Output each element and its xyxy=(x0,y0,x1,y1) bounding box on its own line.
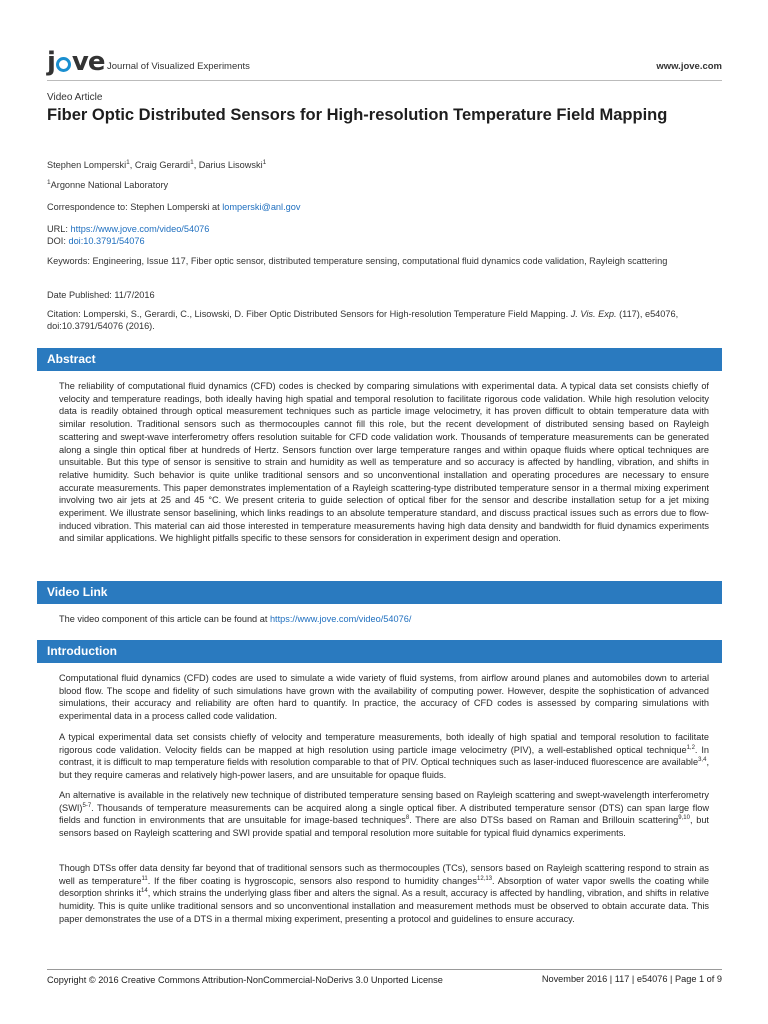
url-line xyxy=(47,223,209,235)
jove-logo[interactable] xyxy=(47,48,105,76)
logo-text-start: j xyxy=(47,47,55,77)
text-run: . There are also DTSs based on Raman and Brillouin scattering xyxy=(409,815,679,826)
citation-ref[interactable]: 11 xyxy=(141,875,148,882)
url-label: URL: xyxy=(47,224,71,234)
citation-ref[interactable]: 14 xyxy=(141,888,148,895)
footer-divider xyxy=(47,969,722,970)
keywords: Keywords: Engineering, Issue 117, Fiber optic sensor, distributed temperature sensing, computational fluid dynamics code validation, Rayleigh scattering xyxy=(47,256,668,266)
intro-paragraph-4 xyxy=(59,862,709,926)
author-name: Darius Lisowski xyxy=(198,160,263,171)
citation-journal: J. Vis. Exp. xyxy=(570,309,617,319)
article-url-link[interactable]: https://www.jove.com/video/54076 xyxy=(70,224,210,234)
correspondence-label: Correspondence to: Stephen Lomperski at xyxy=(47,202,223,212)
author-name: Stephen Lomperski xyxy=(47,160,127,171)
logo-o-icon xyxy=(56,57,71,72)
doi-line xyxy=(47,235,145,247)
text-run: , but sensors based on Rayleigh scattering and SWI provide spatial and temporal resolution more suitable for typical fluid dynamics experiments. xyxy=(59,815,709,839)
intro-paragraph-2 xyxy=(59,731,709,782)
header-divider xyxy=(47,80,722,81)
article-type: Video Article xyxy=(47,92,103,103)
affiliation xyxy=(47,177,168,191)
text-run: , which strains the underlying glass fiber and alters the signal. As a result, accuracy is affected by handling, vibration, and shifts in relative humidity. This is quite unlike traditional sensors and so unconventional installation and measurement methods must be observed to obtain accurate data. This paper demonstrates the use of a DTS in a thermal mixing experiment, presenting a protocol and guidelines to ensure accuracy. xyxy=(59,888,709,924)
citation-ref[interactable]: 5-7 xyxy=(82,802,92,809)
correspondence xyxy=(47,201,300,213)
introduction-header: Introduction xyxy=(37,640,722,663)
citation-ref[interactable]: 8 xyxy=(405,815,410,822)
text-run: An alternative is available in the relatively new technique of distributed temperature sensing based on Rayleigh scattering and swept-wavelength interferometry (SWI) xyxy=(59,790,709,813)
doi-link[interactable]: doi:10.3791/54076 xyxy=(68,236,145,246)
date-published: Date Published: 11/7/2016 xyxy=(47,290,155,300)
video-url-link[interactable]: https://www.jove.com/video/54076/ xyxy=(269,614,412,624)
affiliation-number: 1 xyxy=(47,179,51,186)
abstract-header: Abstract xyxy=(37,348,722,371)
citation-ref[interactable]: 12,13 xyxy=(477,875,493,882)
site-link[interactable]: www.jove.com xyxy=(656,61,722,72)
author-affiliation-ref: 1 xyxy=(126,159,130,166)
text-run: . Absorption of water vapor swells the coating while desorption shrinks it xyxy=(59,875,710,899)
video-link-header: Video Link xyxy=(37,581,722,604)
text-run: . If the fiber coating is hygroscopic, sensors also respond to humidity changes xyxy=(147,875,478,886)
footer-page-info: November 2016 | 117 | e54076 | Page 1 of 9 xyxy=(541,974,722,984)
citation-ref[interactable]: 9,10 xyxy=(678,815,690,822)
text-run: . Thousands of temperature measurements can be acquired along a single optical fiber. A distributed temperature sensor (DTS) can span large flow fields and function in environments that are unsuitable for image-based techniques xyxy=(59,802,709,826)
footer-copyright: Copyright © 2016 Creative Commons Attribution-NonCommercial-NoDerivs 3.0 Unported License xyxy=(47,975,443,985)
doi-label: DOI: xyxy=(47,236,69,246)
text-run: A typical experimental data set consists chiefly of velocity and temperature measurements, both ideally of high spatial and temporal resolution to facilitate rigorous code validation. Velocity fields can be mapped at high resolution using particle image velocimetry (PIV), a well-established optical technique xyxy=(59,732,709,755)
citation-ref[interactable]: 1,2 xyxy=(686,744,695,751)
author-list: Stephen Lomperski$^1$, Craig Gerardi$^1$, Darius Lisowski$^1$ xyxy=(47,159,267,171)
affiliation-name: Argonne National Laboratory xyxy=(50,180,169,191)
citation-text: Citation: Lomperski, S., Gerardi, C., Lisowski, D. Fiber Optic Distributed Sensors for High-resolution Temperature Field Mapping. xyxy=(47,309,571,319)
abstract-text: The reliability of computational fluid dynamics (CFD) codes is checked by comparing simulations with experimental data. A typical data set consists chiefly of velocity and temperature readings, both ideally having high spatial and temporal resolution to facilitate rigorous code validation. While high resolution velocity data is readily obtained through optical measurement techniques such as particle image velocimetry, it has proven difficult to obtain temperature data with similar resolution. Traditional sensors such as thermocouples cannot fill this role, but the recent development of distributed sensing based on Rayleigh scattering and swept-wave interferometry offers resolution suitable for CFD code validation work. Thousands of temperature measurements can be generated along a single thin optical fiber at hundreds of Hertz. Sensors function over large temperature ranges and within opaque fluids where optical techniques are unsuitable. But this type of sensor is sensitive to strain and humidity as well as temperature and so accuracy is affected by handling, vibration, and shifts in relative humidity. Such behavior is quite unlike traditional sensors and so unconventional installation and operating procedures are necessary to ensure accurate measurements. This paper demonstrates implementation of a Rayleigh scattering-type distributed temperature sensor in a thermal mixing experiment involving two air jets at 25 and 45 °C. We present criteria to guide selection of optical fiber for the sensor and describe installation setup for a jet mixing experiment. We illustrate sensor baselining, which links readings to an absolute temperature standard, and discuss practical issues such as errors due to flow-induced vibration. This material can aid those interested in temperature measurements having high data density and bandwidth for fluid dynamics experiments and similar applications. We highlight pitfalls specific to these sensors for consideration in experiment design and operation. xyxy=(59,381,709,544)
page-header xyxy=(47,48,722,78)
journal-name: Journal of Visualized Experiments xyxy=(107,61,250,72)
article-title: Fiber Optic Distributed Sensors for High-resolution Temperature Field Mapping xyxy=(47,106,668,124)
author-name: Craig Gerardi xyxy=(134,160,191,171)
text-run: Though DTSs offer data density far beyond that of traditional sensors such as thermocouples (TCs), sensors based on Rayleigh scattering respond to strain as well as temperature xyxy=(59,863,709,886)
intro-paragraph-1: Computational fluid dynamics (CFD) codes are used to simulate a wide variety of fluid systems, from airflow around planes and automobiles down to arterial blood flow. The scope and fidelity of such simulations have grown with the availability of computing power. However, despite the sophistication of advanced simulations, their accuracy and reliability are often hard to quantify. In practice, the accuracy of CFD codes is assessed by comparing simulations with experimental data in a process called code validation. xyxy=(59,673,709,722)
author-affiliation-ref: 1 xyxy=(262,159,267,166)
logo-text-end: ve xyxy=(71,47,105,77)
text-run: , but they require cameras and relatively high-power lasers, and are unsuitable for opaque fluids. xyxy=(59,757,709,781)
citation xyxy=(47,308,717,332)
citation-details: (117), e54076, doi:10.3791/54076 (2016). xyxy=(47,309,679,331)
text-run: . In contrast, it is difficult to map temperature fields with resolution comparable to that of PIV. Optical techniques such as laser-induced fluorescence are available xyxy=(59,744,709,768)
correspondence-email-link[interactable]: lomperski@anl.gov xyxy=(222,202,301,212)
citation-ref[interactable]: 3,4 xyxy=(698,757,707,764)
video-link-text xyxy=(59,613,709,626)
video-link-label: The video component of this article can be found at xyxy=(59,614,270,624)
author-affiliation-ref: 1 xyxy=(190,159,194,166)
intro-paragraph-3 xyxy=(59,789,709,840)
